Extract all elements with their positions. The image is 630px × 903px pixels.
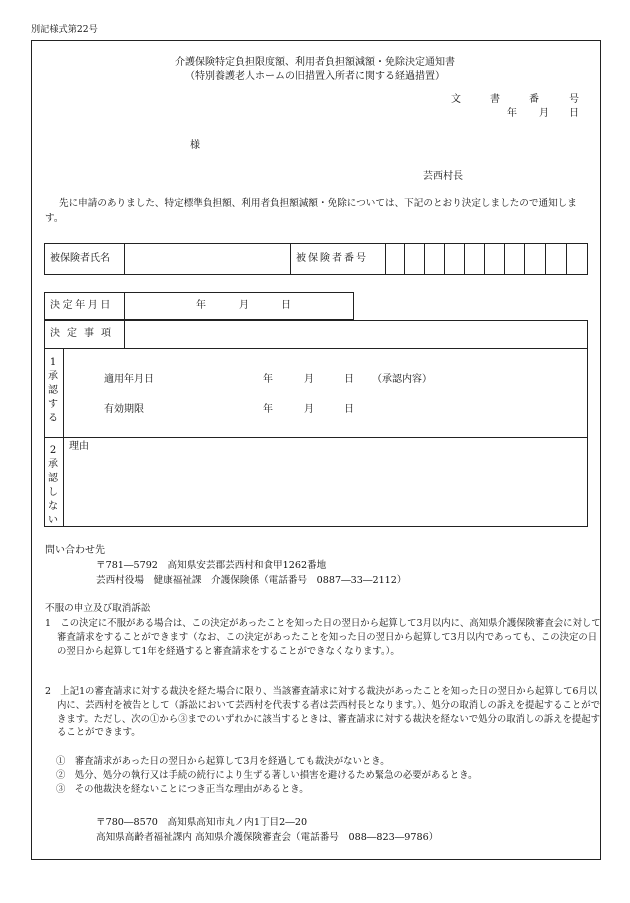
contact-office: 芸西村役場 健康福祉課 介護保険係（電話番号 0887―33―2112）: [96, 575, 407, 586]
appeal-sub-2: ② 処分、処分の執行又は手続の続行により生ずる著しい損害を避けるため緊急の必要があるとき。: [56, 770, 478, 781]
approval-content-label: （承認内容）: [372, 374, 432, 385]
insured-number-label: 被保険者番号: [296, 253, 368, 264]
title-line-1: 介護保険特定負担限度額、利用者負担額減額・免除決定通知書: [175, 57, 455, 68]
contact-address: 〒781―5792 高知県安芸郡芸西村和食甲1262番地: [96, 560, 327, 571]
deny-label: 2承認しない: [48, 445, 58, 526]
approve-label: 1承認する: [48, 357, 58, 424]
recipient-honorific: 様: [190, 140, 200, 151]
intro-text: 先に申請のありました、特定標準負担額、利用者負担額減額・免除については、下記のとおり決定しましたので通知します。: [45, 198, 577, 224]
form-number: 別記様式第22号: [31, 24, 98, 35]
decision-items-table: [44, 320, 588, 527]
decision-item-label: 決定事項: [50, 328, 118, 339]
appeal-item-2: 2 上記1の審査請求に対する裁決を経た場合に限り、当該審査請求に対する裁決があったことを知った日の翌日から起算して6月以内に、芸西村を被告として（訴訟において芸西村を代表する者は芸西村長となります。）、処分の取消しの訴えを提起することができます。ただし、次の①から③までのいずれかに該当するときは、審査請求に対する裁決を経ないで処分の取消しの訴えを提起することができます。: [45, 686, 601, 739]
title-line-2: （特別養護老人ホームの旧措置入所者に関する経過措置）: [185, 71, 445, 82]
appeal-item-1: 1 この決定に不服がある場合は、この決定があったことを知った日の翌日から起算して3月以内に、高知県介護保険審査会に対して審査請求をすることができます（なお、この決定があったことを知った日の翌日から起算して3月以内であっても、この決定の日の翌日から起算して1年を経過すると審査請求をすることができなくなります。）。: [45, 618, 601, 657]
apply-date-label: 適用年月日: [104, 374, 154, 385]
appeal-address: 〒780―8570 高知県高知市丸ノ内1丁目2―20: [96, 817, 308, 828]
appeal-heading: 不服の申立及び取消訴訟: [45, 603, 151, 614]
appeal-office: 高知県高齢者福祉課内 高知県介護保険審査会（電話番号 088―823―9786）: [96, 832, 439, 843]
contact-heading: 問い合わせ先: [45, 545, 105, 556]
issuer-name: 芸西村長: [423, 171, 463, 182]
valid-period-label: 有効期限: [104, 404, 144, 415]
insured-name-label: 被保険者氏名: [50, 253, 110, 264]
reason-label: 理由: [69, 441, 89, 452]
appeal-sub-1: ① 審査請求があった日の翌日から起算して3月を経過しても裁決がないとき。: [56, 756, 390, 767]
appeal-sub-3: ③ その他裁決を経ないことにつき正当な理由があるとき。: [56, 784, 309, 795]
decision-date-label: 決定年月日: [50, 300, 113, 311]
